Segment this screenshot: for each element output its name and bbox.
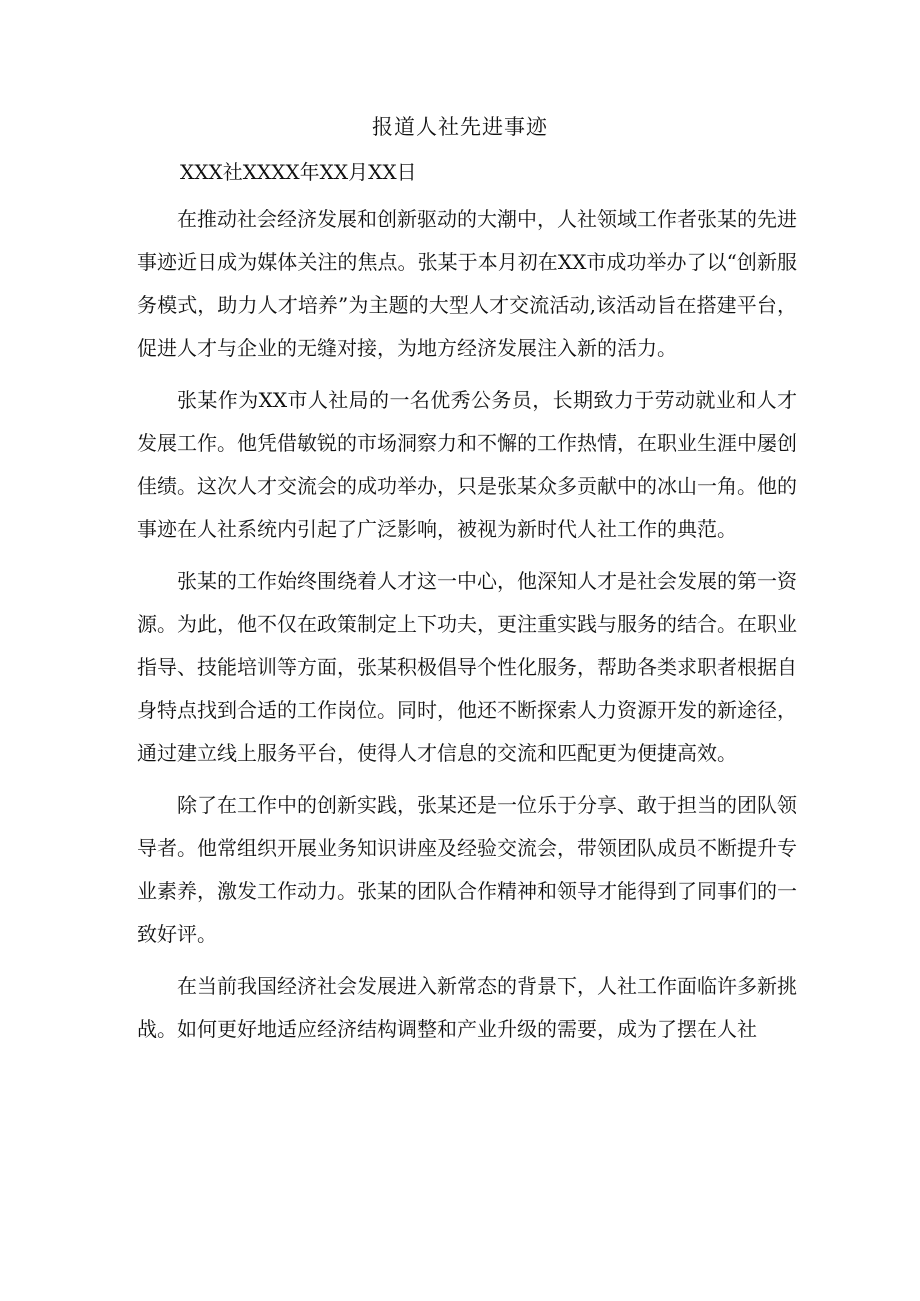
document-title: 报道人社先进事迹: [372, 115, 548, 139]
paragraph-3: 张某的工作始终围绕着人才这一中心，他深知人才是社会发展的第一资源。为此，他不仅在政策制定上下功夫，更注重实践与服务的结合。在职业指导、技能培训等方面，张某积极倡导个性化服务，帮助各类求职者根据自身特点找到合适的工作岗位。同时，他还不断探索人力资源开发的新途径，通过建立线上服务平台，使得人才信息的交流和匹配更为便捷高效。: [137, 569, 797, 765]
article-body: [137, 198, 797, 1060]
dateline: XXX社XXXX年XX月XX日: [180, 160, 417, 184]
paragraph-5: 在当前我国经济社会发展进入新常态的背景下，人社工作面临许多新挑战。如何更好地适应经济结构调整和产业升级的需要，成为了摆在人社: [137, 974, 797, 1041]
paragraph-4: 除了在工作中的创新实践，张某还是一位乐于分享、敢于担当的团队领导者。他常组织开展业务知识讲座及经验交流会，带领团队成员不断提升专业素养，激发工作动力。张某的团队合作精神和领导才能得到了同事们的一致好评。: [137, 793, 797, 946]
paragraph-1: 在推动社会经济发展和创新驱动的大潮中，人社领域工作者张某的先进事迹近日成为媒体关注的焦点。张某于本月初在XX市成功举办了以“创新服务模式，助力人才培养”为主题的大型人才交流活动,该活动旨在搭建平台，促进人才与企业的无缝对接，为地方经济发展注入新的活力。: [137, 207, 797, 360]
paragraph-2: 张某作为XX市人社局的一名优秀公务员，长期致力于劳动就业和人才发展工作。他凭借敏锐的市场洞察力和不懈的工作热情，在职业生涯中屡创佳绩。这次人才交流会的成功举办，只是张某众多贡献中的冰山一角。他的事迹在人社系统内引起了广泛影响，被视为新时代人社工作的典范。: [137, 388, 797, 541]
